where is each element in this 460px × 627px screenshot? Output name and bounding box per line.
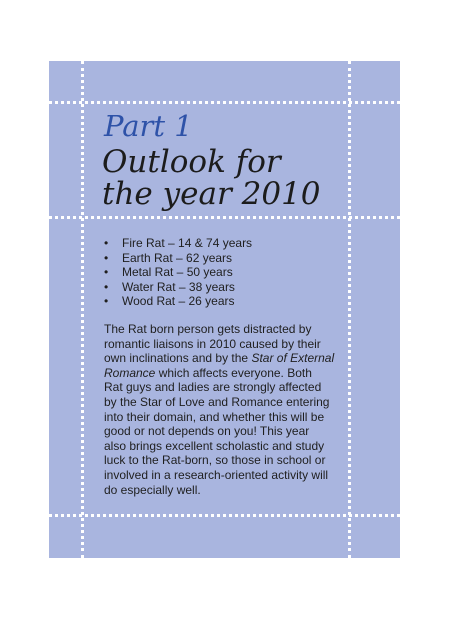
body-paragraph: [104, 322, 336, 497]
left-dotted-border: [81, 61, 84, 558]
list-item: • Fire Rat – 14 & 74 years: [104, 236, 253, 250]
text-line: The Rat born person gets distracted by: [104, 322, 312, 336]
text-line: do especially well.: [104, 482, 201, 497]
rat-ages-list: [104, 236, 252, 309]
title-line-2: the year 2010: [102, 176, 321, 212]
bottom-dotted-border: [49, 514, 400, 517]
bullet-icon: •: [104, 279, 109, 294]
part-label: Part 1: [104, 109, 193, 143]
bullet-icon: •: [104, 250, 109, 265]
text-line: good or not depends on you! This year: [104, 424, 310, 439]
list-item: • Water Rat – 38 years: [104, 279, 235, 294]
right-dotted-border: [348, 61, 351, 558]
list-item: • Metal Rat – 50 years: [104, 265, 233, 280]
bullet-icon: •: [104, 236, 109, 250]
title-dotted-divider: [49, 216, 400, 219]
top-dotted-border: [49, 101, 400, 104]
star-name-italic: Romance: [104, 365, 156, 380]
text-line: involved in a research-oriented activity will: [104, 467, 329, 482]
text-line: Rat guys and ladies are strongly affected: [104, 380, 322, 395]
page-title: [102, 146, 372, 210]
bullet-icon: •: [104, 294, 109, 309]
title-line-1: Outlook for: [102, 144, 281, 180]
text-line: Romance which affects everyone. Both: [104, 365, 312, 380]
text-line: romantic liaisons in 2010 caused by their: [104, 336, 321, 351]
text-line: luck to the Rat-born, so those in school or: [104, 453, 326, 468]
text-line: into their domain, and whether this will be: [104, 409, 325, 424]
bullet-icon: •: [104, 265, 109, 280]
star-name-italic: Star of External: [251, 351, 335, 366]
text-line: own inclinations and by the Star of External: [104, 351, 335, 366]
text-line: also brings excellent scholastic and study: [104, 438, 325, 453]
text-line: by the Star of Love and Romance entering: [104, 394, 330, 409]
list-item: • Wood Rat – 26 years: [104, 294, 235, 309]
list-item: • Earth Rat – 62 years: [104, 250, 233, 265]
